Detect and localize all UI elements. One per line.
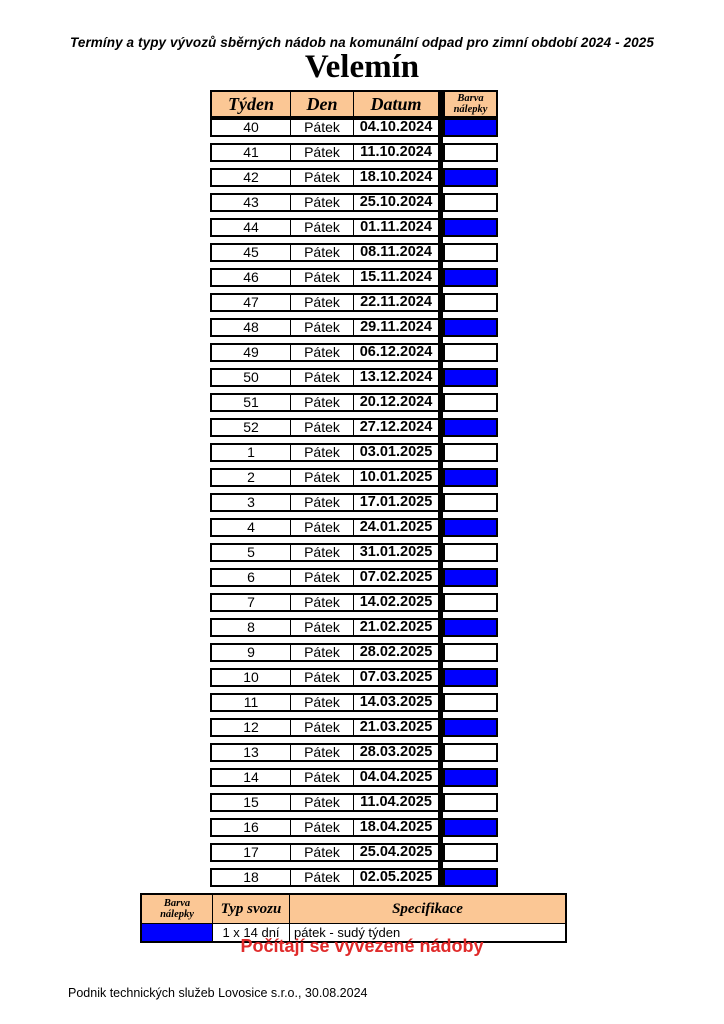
sticker-color-cell [443,643,498,662]
week-cell: 16 [243,819,259,835]
date-cell: 11.04.2025 [353,795,438,810]
schedule-row-group [210,718,440,737]
schedule-row [210,118,498,137]
schedule-row-group [210,818,440,837]
week-cell: 10 [243,669,259,685]
header-week: Týden [212,92,290,116]
sticker-color-cell [443,843,498,862]
sticker-color-cell [443,343,498,362]
date-cell: 17.01.2025 [353,495,438,510]
schedule-row [210,368,498,387]
legend-type-cell: 1 x 14 dní [212,924,289,941]
week-cell: 17 [243,844,259,860]
header-date: Datum [353,92,438,116]
date-cell: 03.01.2025 [353,445,438,460]
sticker-color-cell [443,743,498,762]
day-cell: Pátek [290,795,353,810]
header-day: Den [290,92,353,116]
date-cell: 15.11.2024 [353,270,438,285]
day-cell: Pátek [290,620,353,635]
schedule-rows-container [210,118,498,887]
schedule-row [210,468,498,487]
sticker-color-cell [443,468,498,487]
week-cell: 5 [247,544,255,560]
schedule-row [210,593,498,612]
schedule-row [210,268,498,287]
schedule-row [210,543,498,562]
schedule-header-group [210,90,440,118]
day-cell: Pátek [290,470,353,485]
sticker-color-cell [443,268,498,287]
day-cell: Pátek [290,120,353,135]
week-cell: 2 [247,469,255,485]
schedule-row-group [210,368,440,387]
schedule-row-group [210,693,440,712]
schedule-row [210,643,498,662]
header-sticker-line2: nálepky [453,104,488,115]
sticker-color-cell [443,543,498,562]
schedule-row [210,443,498,462]
sticker-color-cell [443,218,498,237]
week-cell: 9 [247,644,255,660]
schedule-row [210,768,498,787]
schedule-row-group [210,543,440,562]
document-title: Termíny a typy vývozů sběrných nádob na komunální odpad pro zimní období 2024 - 2025 [69,35,655,50]
day-cell: Pátek [290,645,353,660]
week-cell: 40 [243,119,259,135]
schedule-row-group [210,168,440,187]
schedule-row-group [210,443,440,462]
sticker-color-cell [443,618,498,637]
week-cell: 15 [243,794,259,810]
week-cell: 7 [247,594,255,610]
schedule-table [210,90,498,893]
week-cell: 50 [243,369,259,385]
date-cell: 20.12.2024 [353,395,438,410]
day-cell: Pátek [290,495,353,510]
legend-header-sticker-line1: Barva [163,898,191,909]
week-cell: 48 [243,319,259,335]
legend-header-row [142,895,565,924]
date-cell: 18.04.2025 [353,820,438,835]
schedule-row-group [210,568,440,587]
week-cell: 14 [243,769,259,785]
week-cell: 4 [247,519,255,535]
schedule-row [210,518,498,537]
sticker-color-cell [443,193,498,212]
week-cell: 51 [243,394,259,410]
schedule-row [210,818,498,837]
day-cell: Pátek [290,320,353,335]
sticker-color-cell [443,793,498,812]
schedule-row-group [210,868,440,887]
day-cell: Pátek [290,295,353,310]
schedule-row-group [210,493,440,512]
day-cell: Pátek [290,395,353,410]
sticker-color-cell [443,143,498,162]
sticker-color-cell [443,293,498,312]
sticker-color-cell [443,718,498,737]
header-sticker-line1: Barva [457,93,484,104]
sticker-color-cell [443,368,498,387]
day-cell: Pátek [290,770,353,785]
column-divider-line [438,90,443,887]
schedule-row [210,568,498,587]
schedule-row-group [210,318,440,337]
schedule-row [210,343,498,362]
day-cell: Pátek [290,420,353,435]
sticker-color-cell [443,168,498,187]
sticker-color-cell [443,418,498,437]
schedule-row [210,668,498,687]
week-cell: 41 [243,144,259,160]
schedule-row [210,843,498,862]
footer-text: Podnik technických služeb Lovosice s.r.o., 30.08.2024 [68,986,368,1000]
day-cell: Pátek [290,520,353,535]
sticker-color-cell [443,668,498,687]
date-cell: 06.12.2024 [353,345,438,360]
day-cell: Pátek [290,370,353,385]
schedule-row-group [210,393,440,412]
legend-header-type: Typ svozu [212,895,289,923]
sticker-color-cell [443,818,498,837]
week-cell: 18 [243,869,259,885]
day-cell: Pátek [290,445,353,460]
date-cell: 13.12.2024 [353,370,438,385]
date-cell: 24.01.2025 [353,520,438,535]
sticker-color-cell [443,593,498,612]
legend-header-sticker [142,895,212,923]
week-cell: 47 [243,294,259,310]
schedule-row [210,193,498,212]
legend-header-sticker-line2: nálepky [160,909,194,920]
schedule-row [210,168,498,187]
day-cell: Pátek [290,545,353,560]
week-cell: 43 [243,194,259,210]
week-cell: 44 [243,219,259,235]
schedule-row [210,218,498,237]
day-cell: Pátek [290,695,353,710]
sticker-color-cell [443,393,498,412]
date-cell: 02.05.2025 [353,870,438,885]
schedule-row [210,693,498,712]
date-cell: 21.03.2025 [353,720,438,735]
day-cell: Pátek [290,820,353,835]
week-cell: 46 [243,269,259,285]
schedule-row-group [210,618,440,637]
week-cell: 13 [243,744,259,760]
sticker-color-cell [443,443,498,462]
week-cell: 52 [243,419,259,435]
day-cell: Pátek [290,345,353,360]
day-cell: Pátek [290,195,353,210]
schedule-row [210,743,498,762]
date-cell: 08.11.2024 [353,245,438,260]
week-cell: 3 [247,494,255,510]
date-cell: 07.03.2025 [353,670,438,685]
schedule-header-row [210,90,498,118]
day-cell: Pátek [290,220,353,235]
schedule-row [210,493,498,512]
day-cell: Pátek [290,670,353,685]
date-cell: 29.11.2024 [353,320,438,335]
schedule-row-group [210,593,440,612]
schedule-row-group [210,768,440,787]
sticker-color-cell [443,693,498,712]
sticker-color-cell [443,118,498,137]
day-cell: Pátek [290,245,353,260]
week-cell: 1 [247,444,255,460]
day-cell: Pátek [290,745,353,760]
date-cell: 21.02.2025 [353,620,438,635]
week-cell: 42 [243,169,259,185]
date-cell: 11.10.2024 [353,145,438,160]
schedule-row-group [210,843,440,862]
schedule-row [210,143,498,162]
sticker-color-cell [443,318,498,337]
schedule-row [210,318,498,337]
date-cell: 28.02.2025 [353,645,438,660]
schedule-row [210,793,498,812]
week-cell: 8 [247,619,255,635]
schedule-row-group [210,468,440,487]
schedule-row [210,243,498,262]
day-cell: Pátek [290,145,353,160]
week-cell: 49 [243,344,259,360]
date-cell: 31.01.2025 [353,545,438,560]
date-cell: 01.11.2024 [353,220,438,235]
schedule-row-group [210,143,440,162]
sticker-color-cell [443,768,498,787]
date-cell: 27.12.2024 [353,420,438,435]
date-cell: 07.02.2025 [353,570,438,585]
schedule-row [210,293,498,312]
schedule-row-group [210,243,440,262]
schedule-row-group [210,793,440,812]
schedule-row-group [210,743,440,762]
header-sticker-color [443,90,498,118]
schedule-row-group [210,193,440,212]
date-cell: 14.03.2025 [353,695,438,710]
date-cell: 18.10.2024 [353,170,438,185]
red-note: Počítají se vyvezené nádoby [240,936,484,956]
schedule-row [210,393,498,412]
week-cell: 12 [243,719,259,735]
sticker-color-cell [443,493,498,512]
schedule-row [210,618,498,637]
sticker-color-cell [443,868,498,887]
day-cell: Pátek [290,170,353,185]
day-cell: Pátek [290,870,353,885]
sticker-color-cell [443,568,498,587]
schedule-row [210,868,498,887]
week-cell: 45 [243,244,259,260]
legend-spec-cell: pátek - sudý týden [289,924,565,941]
schedule-row [210,418,498,437]
week-cell: 6 [247,569,255,585]
date-cell: 10.01.2025 [353,470,438,485]
day-cell: Pátek [290,270,353,285]
date-cell: 25.04.2025 [353,845,438,860]
week-cell: 11 [243,694,259,710]
day-cell: Pátek [290,845,353,860]
schedule-row-group [210,268,440,287]
schedule-row-group [210,668,440,687]
date-cell: 22.11.2024 [353,295,438,310]
date-cell: 28.03.2025 [353,745,438,760]
schedule-row-group [210,643,440,662]
date-cell: 04.10.2024 [353,120,438,135]
schedule-row-group [210,218,440,237]
schedule-row-group [210,518,440,537]
sticker-color-cell [443,518,498,537]
day-cell: Pátek [290,570,353,585]
sticker-color-cell [443,243,498,262]
schedule-row [210,718,498,737]
schedule-row-group [210,293,440,312]
day-cell: Pátek [290,595,353,610]
legend-header-spec: Specifikace [289,895,565,923]
day-cell: Pátek [290,720,353,735]
date-cell: 14.02.2025 [353,595,438,610]
schedule-row-group [210,343,440,362]
city-title: Velemín [304,49,420,85]
schedule-row-group [210,418,440,437]
date-cell: 04.04.2025 [353,770,438,785]
date-cell: 25.10.2024 [353,195,438,210]
schedule-row-group [210,118,440,137]
